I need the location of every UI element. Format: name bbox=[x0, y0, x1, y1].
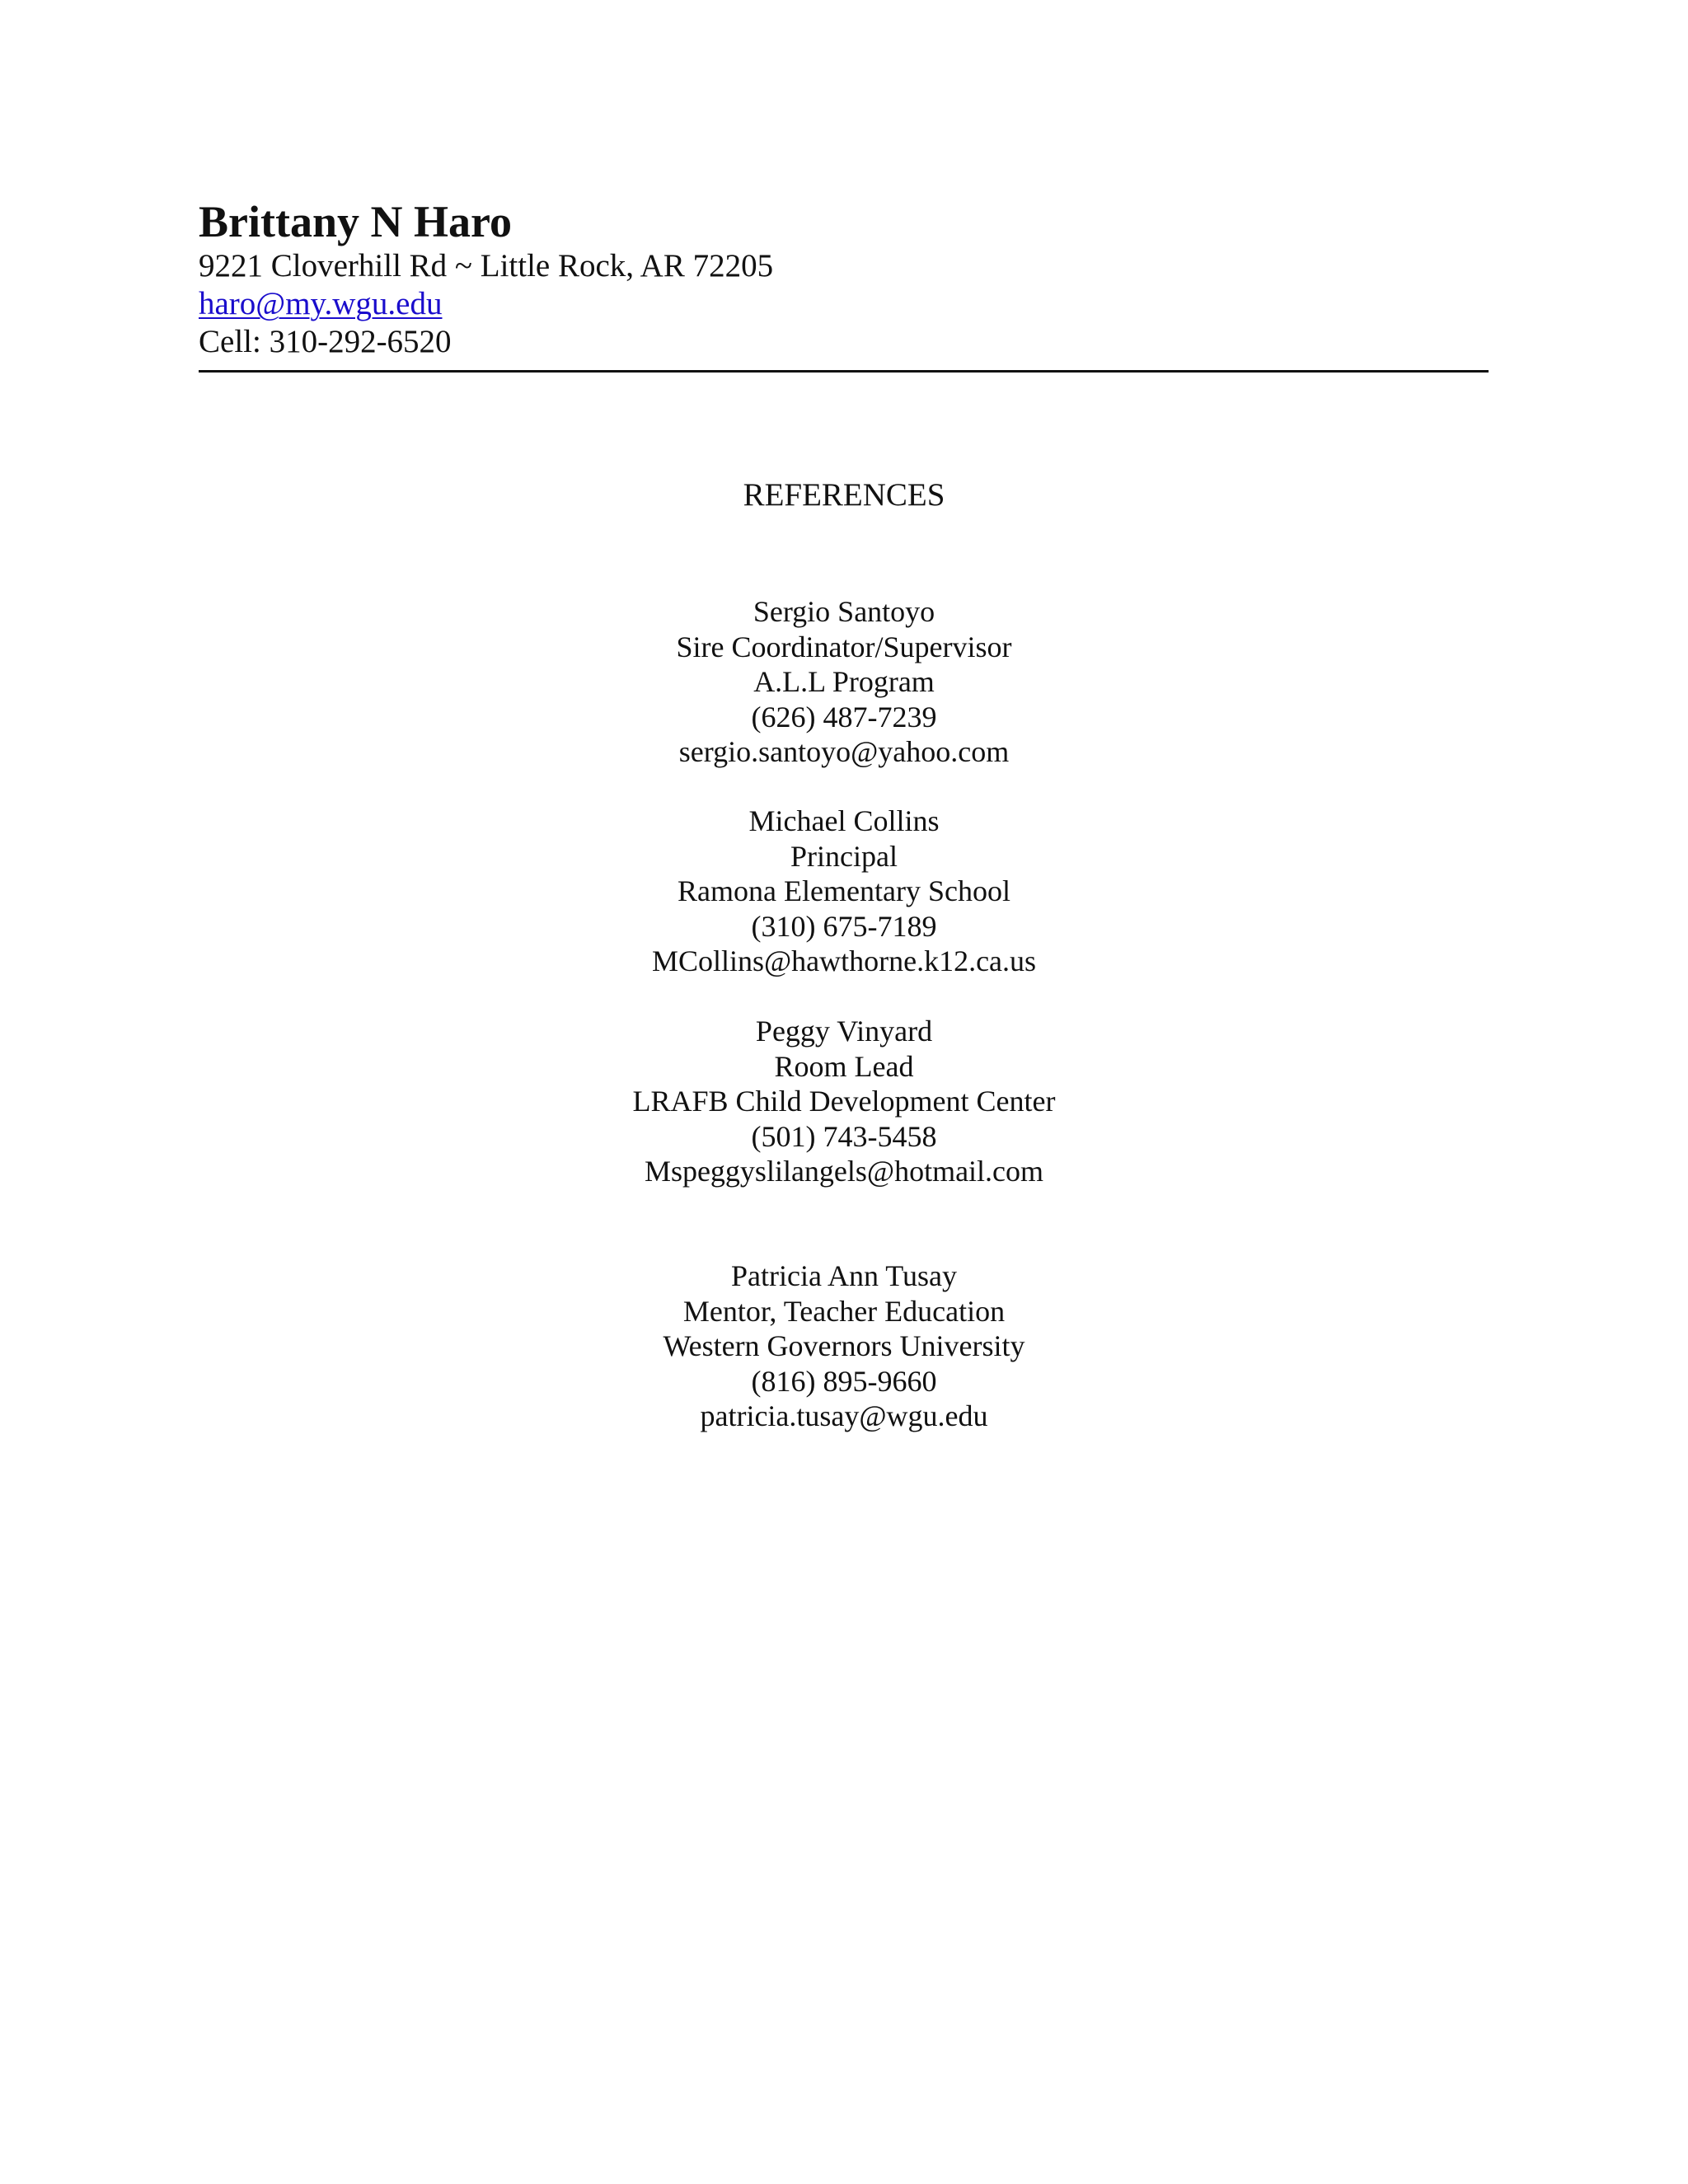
reference-title: Mentor, Teacher Education bbox=[682, 1294, 1006, 1328]
reference-entry bbox=[0, 1258, 1688, 1434]
applicant-address: 9221 Cloverhill Rd ~ Little Rock, AR 72205 bbox=[199, 248, 774, 284]
reference-name: Michael Collins bbox=[748, 804, 940, 837]
reference-phone: (626) 487-7239 bbox=[751, 700, 937, 733]
applicant-cell: Cell: 310-292-6520 bbox=[199, 324, 452, 359]
reference-organization: Ramona Elementary School bbox=[678, 874, 1010, 907]
reference-organization: Western Governors University bbox=[663, 1329, 1025, 1362]
header-divider bbox=[199, 370, 1489, 373]
contact-header bbox=[199, 196, 1489, 361]
reference-phone: (310) 675-7189 bbox=[751, 909, 937, 943]
reference-title: Sire Coordinator/Supervisor bbox=[676, 630, 1012, 663]
reference-entry bbox=[0, 804, 1688, 979]
reference-entry bbox=[0, 594, 1688, 770]
reference-email: MCollins@hawthorne.k12.ca.us bbox=[651, 944, 1037, 977]
applicant-email-link[interactable]: haro@my.wgu.edu bbox=[199, 286, 443, 321]
reference-name: Sergio Santoyo bbox=[753, 595, 935, 628]
reference-organization: LRAFB Child Development Center bbox=[632, 1085, 1056, 1118]
applicant-email-line bbox=[199, 285, 1489, 323]
reference-organization: A.L.L Program bbox=[753, 665, 935, 698]
reference-phone: (501) 743-5458 bbox=[751, 1119, 937, 1153]
reference-phone: (816) 895-9660 bbox=[751, 1364, 937, 1398]
reference-name: Patricia Ann Tusay bbox=[730, 1259, 958, 1292]
references-heading: REFERENCES bbox=[743, 477, 945, 513]
reference-email: patricia.tusay@wgu.edu bbox=[700, 1399, 988, 1432]
reference-email: Mspeggyslilangels@hotmail.com bbox=[644, 1155, 1044, 1188]
reference-entry bbox=[0, 1014, 1688, 1189]
reference-email: sergio.santoyo@yahoo.com bbox=[678, 735, 1010, 768]
reference-name: Peggy Vinyard bbox=[755, 1015, 933, 1047]
reference-title: Principal bbox=[790, 839, 898, 873]
reference-title: Room Lead bbox=[774, 1049, 914, 1083]
applicant-name: Brittany N Haro bbox=[199, 197, 512, 246]
